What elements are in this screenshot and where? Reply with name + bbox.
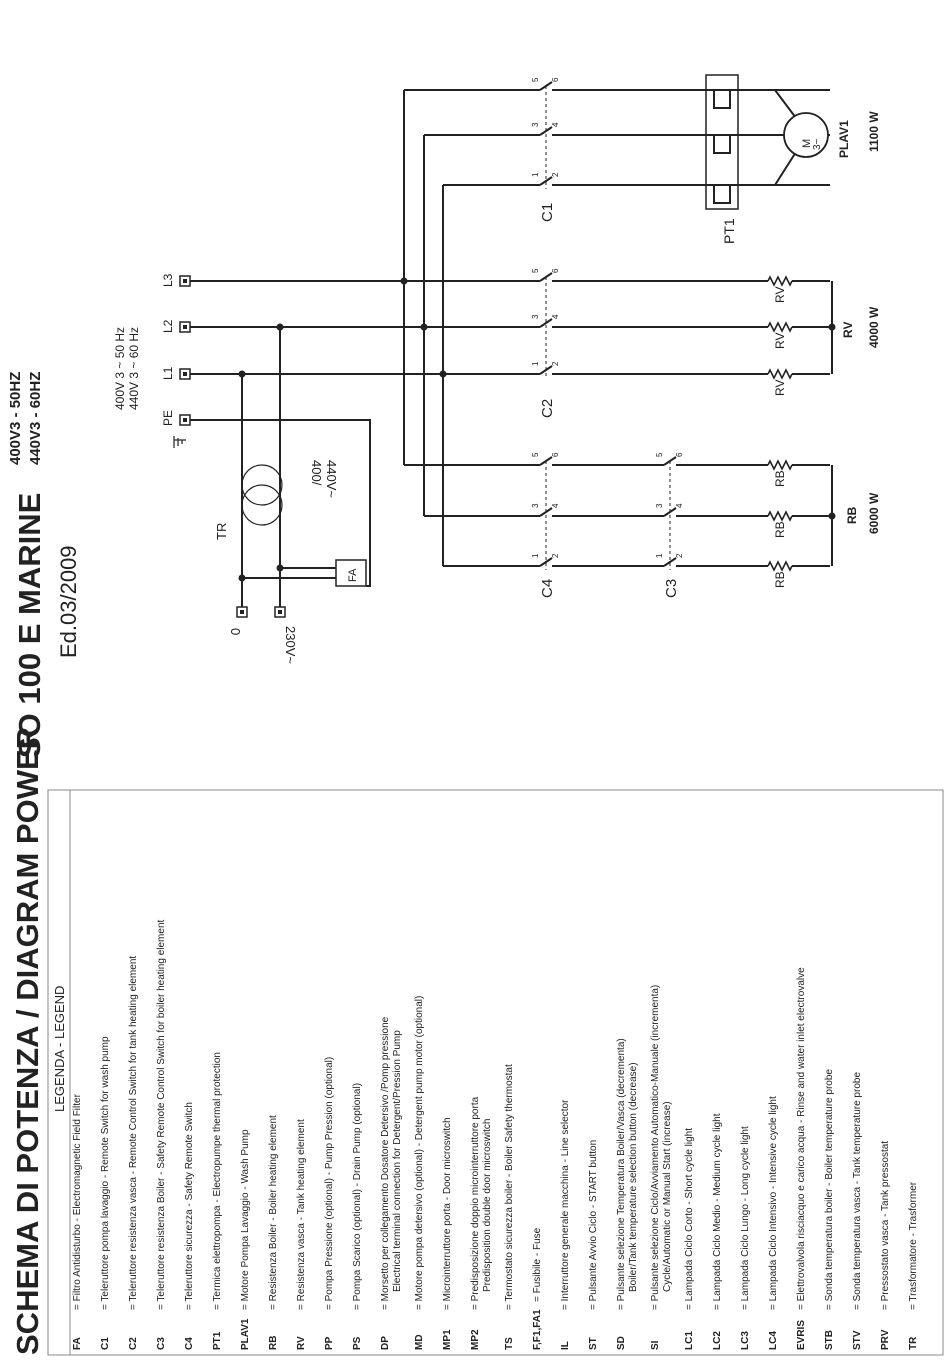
legend-item — [768, 1096, 779, 1350]
resistor-label: RV — [773, 286, 787, 303]
model-title: SO 100 E MARINE — [12, 492, 47, 758]
legend-item — [712, 1113, 723, 1350]
legend-text: = Teleruttore resistenza vasca - Remote Control Switch for tank heating element — [128, 955, 139, 1310]
contact-number-group — [531, 268, 540, 273]
c4-label: C4 — [539, 578, 556, 598]
legend-code: RB — [268, 1335, 279, 1350]
contact-number-group — [675, 553, 684, 558]
plav1-power: 1100 W — [867, 111, 881, 152]
resistor-label-group — [773, 287, 787, 303]
legend-text: = Lampada Ciclo Intensivo - Intensive cycle light — [768, 1096, 779, 1310]
terminal-label-group — [161, 410, 175, 426]
legend-code: IL — [560, 1341, 571, 1350]
legend-text: = Pompa Scarico (optional) - Drain Pump (optional) — [352, 1082, 363, 1310]
legend-item — [796, 967, 807, 1350]
tr-label-group — [214, 523, 229, 540]
c4-label-group — [539, 579, 556, 598]
resistor-label-group — [773, 571, 787, 588]
tr-voltage-2: 440V~ — [324, 460, 339, 498]
legend-item — [212, 1052, 223, 1350]
resistor-label-group — [773, 521, 787, 538]
terminal-screw — [183, 418, 187, 422]
contact-number: 2 — [551, 361, 560, 366]
legend-item — [414, 996, 425, 1350]
heating-resistors — [768, 276, 792, 588]
supply-terminals — [161, 273, 190, 426]
legend-text: = Trasformatore - Trasformer — [908, 1181, 919, 1310]
contact-number: 1 — [531, 172, 540, 177]
c2-label-group — [539, 399, 556, 418]
legend-text-continued: Electrical terminal connection for Detergent/Pression Pump — [392, 1030, 403, 1292]
motor-3: 3~ — [812, 138, 823, 150]
contact-number-group — [675, 503, 684, 508]
contact-number-group — [531, 452, 540, 457]
legend-item — [824, 1069, 835, 1350]
legend-item — [740, 1126, 751, 1350]
rb-total-label: RB — [845, 506, 859, 524]
legend-code: STV — [852, 1330, 863, 1350]
contact-number: 5 — [655, 452, 664, 457]
contact-number: 4 — [675, 503, 684, 508]
legend-code: C1 — [100, 1337, 111, 1350]
contact-number: 6 — [551, 452, 560, 457]
legend-text: = Sonda temperatura boiler - Boiler temperature probe — [824, 1069, 835, 1310]
contact-number-group — [551, 268, 560, 273]
resistor-label: RB — [773, 521, 787, 538]
out-230-label: 230V~ — [283, 626, 298, 664]
contact-number: 3 — [655, 503, 664, 508]
contact-number-group — [655, 503, 664, 508]
legend-code: ST — [588, 1337, 599, 1350]
contact-number-group — [531, 503, 540, 508]
terminal-label: L1 — [161, 366, 175, 380]
rv-power-group — [867, 306, 881, 348]
rv-total-label: RV — [841, 321, 855, 338]
motor-m: M — [801, 138, 813, 148]
legend-code: C4 — [184, 1337, 195, 1350]
legend-code: SI — [650, 1340, 661, 1350]
contact-number: 1 — [531, 361, 540, 366]
contact-number-group — [551, 77, 560, 82]
legend-text: = Interruttore generale macchina - Line selector — [560, 1099, 571, 1310]
legend-code: MP1 — [442, 1329, 453, 1350]
legend-header-group — [52, 986, 67, 1112]
c3-label-group — [663, 579, 680, 598]
rv-total-label-group — [841, 322, 855, 338]
legend-code: PLAV1 — [240, 1318, 251, 1350]
contactor-contacts — [531, 77, 684, 570]
legend-code: LC1 — [684, 1331, 695, 1350]
legend-text: = Termostato sicurezza boiler - Boiler Safety thermostat — [504, 1064, 515, 1310]
legend-text: = Termica elettropompa - Electropumpe thermal protection — [212, 1052, 223, 1310]
legend-code: LC4 — [768, 1331, 779, 1350]
supply-rating-2: 440V 3 ~ 60 Hz — [127, 326, 141, 410]
contact-number-group — [655, 452, 664, 457]
contact-number: 6 — [551, 268, 560, 273]
contact-number: 5 — [531, 77, 540, 82]
out-zero-label: 0 — [228, 628, 243, 636]
contact-number: 1 — [655, 553, 664, 558]
contact-number-group — [551, 122, 560, 127]
contact-number: 3 — [531, 314, 540, 319]
terminal-label: L3 — [161, 273, 175, 287]
fa-label-group — [347, 568, 359, 582]
rb-total-label-group — [845, 506, 859, 524]
resistor-label: RB — [773, 470, 787, 487]
plav1-label: PLAV1 — [837, 120, 851, 158]
terminal-label-group — [161, 366, 175, 380]
contact-number-group — [675, 452, 684, 457]
contact-number: 2 — [551, 172, 560, 177]
contact-number-group — [531, 314, 540, 319]
resistor-label: RB — [773, 571, 787, 588]
legend-text: = Lampada Ciclo Medio - Medium cycle light — [712, 1113, 723, 1310]
legend-item — [880, 1141, 891, 1350]
contact-number-group — [551, 553, 560, 558]
legend-text: = Pressostato vasca - Tank pressostat — [880, 1140, 891, 1310]
legend-header: LEGENDA - LEGEND — [52, 985, 67, 1112]
legend-text: = Teleruttore resistenza Boiler - Safety Remote Control Switch for boiler heating element — [156, 919, 167, 1310]
legend-code: SD — [616, 1336, 627, 1350]
legend-item — [156, 919, 167, 1350]
contact-number: 1 — [531, 553, 540, 558]
rb-power-group — [867, 492, 881, 534]
legend-code: LC3 — [740, 1331, 751, 1350]
legend-text: = Elettrovalvola risciacquo e carico acqua - Rinse and water inlet electrovalve — [796, 967, 807, 1310]
contact-number: 5 — [531, 268, 540, 273]
contact-number-group — [531, 77, 540, 82]
motor-plav1 — [744, 90, 828, 185]
legend-code: C2 — [128, 1337, 139, 1350]
edition-group — [56, 545, 81, 658]
supply-rating-group — [113, 327, 141, 410]
legend-item — [852, 1072, 863, 1350]
legend-code: EVRIS — [796, 1319, 807, 1350]
resistor-label-group — [773, 333, 787, 349]
pt1-label: PT1 — [721, 218, 737, 244]
contact-number: 6 — [675, 452, 684, 457]
legend-text-continued: Cycle/Automatic or Manual Start (increase) — [662, 1101, 673, 1292]
legend-item — [470, 1096, 493, 1350]
contact-number: 4 — [551, 503, 560, 508]
legend-text: = Predisposizione doppio microinterruttore porta — [470, 1096, 481, 1310]
legend-code: FA — [72, 1337, 83, 1350]
contact-number: 4 — [551, 314, 560, 319]
fa-label: FA — [347, 568, 359, 582]
legend-code: MD — [414, 1334, 425, 1350]
legend-item — [442, 1117, 453, 1350]
legend-code: MP2 — [470, 1329, 481, 1350]
rv-power: 4000 W — [867, 306, 881, 348]
ground-icon — [174, 436, 186, 448]
legend-text-continued: Boiler/Tank temperature selection button (decrease) — [628, 1062, 639, 1292]
legend-code: TR — [908, 1336, 919, 1350]
title-group — [10, 727, 45, 1355]
legend-text: = Pulsante selezione Temperatura Boiler/Vasca (decrementa) — [616, 1038, 627, 1310]
out-zero-group — [228, 628, 243, 635]
terminal-screw — [183, 279, 187, 283]
model-group — [12, 493, 47, 758]
tr-voltage-group — [309, 460, 339, 498]
out-230-group — [283, 626, 298, 664]
legend-item — [908, 1181, 919, 1350]
legend-code: PS — [352, 1336, 363, 1350]
legend-item — [296, 1119, 307, 1350]
terminal-screw — [183, 372, 187, 376]
legend-item — [504, 1064, 515, 1350]
contact-number: 3 — [531, 503, 540, 508]
plav1-label-group — [837, 120, 851, 158]
legend-code: STB — [824, 1330, 835, 1350]
tr-label: TR — [214, 522, 229, 540]
legend-text: = Pulsante selezione Ciclo/Avviamento Automatico-Manuale (incrementa) — [650, 984, 661, 1310]
legend-item — [240, 1129, 251, 1350]
legend-item — [560, 1099, 571, 1350]
legend-item — [588, 1140, 599, 1350]
legend-code: DP — [380, 1336, 391, 1350]
edition-text: Ed.03/2009 — [56, 545, 81, 658]
legend-text: = Resistenza vasca - Tank heating element — [296, 1119, 307, 1310]
legend-border — [48, 790, 943, 1355]
legend-text: = Resistenza Boiler - Boiler heating element — [268, 1115, 279, 1310]
supply-option-1: 400V3 - 50HZ — [7, 371, 24, 465]
legend-text: = Pulsante Avvio Ciclo - START button — [588, 1139, 599, 1310]
contact-number: 5 — [531, 452, 540, 457]
legend-text: = Lampada Ciclo Corto - Short cycle light — [684, 1127, 695, 1310]
terminal-screw — [183, 325, 187, 329]
pt1-label-group — [721, 218, 737, 244]
terminal-label: L2 — [161, 319, 175, 333]
legend-text: = Teleruttore sicurezza - Safety Remote Switch — [184, 1102, 195, 1310]
supply-options-group — [7, 372, 44, 465]
resistor-label-group — [773, 380, 787, 396]
contact-number: 2 — [551, 553, 560, 558]
legend-item — [616, 1038, 639, 1350]
motor-symbol-group — [801, 138, 823, 150]
contact-number: 6 — [551, 77, 560, 82]
legend-item — [380, 1016, 403, 1350]
legend-code: RV — [296, 1336, 307, 1350]
rb-power: 6000 W — [867, 492, 881, 534]
legend-code: LC2 — [712, 1331, 723, 1350]
contact-number-group — [655, 553, 664, 558]
legend-text: = Microinterruttore porta - Door microswitch — [442, 1117, 453, 1310]
legend-item — [324, 1057, 335, 1350]
supply-rating-1: 400V 3 ~ 50 Hz — [113, 326, 127, 410]
terminal-label-group — [161, 319, 175, 333]
legend-item — [184, 1102, 195, 1350]
legend-text: = Teleruttore pompa lavaggio - Remote Switch for wash pump — [100, 1036, 111, 1310]
contact-number-group — [551, 503, 560, 508]
transformer — [242, 327, 366, 608]
legend-text: = Filtro Antidisturbo - Electromagnetic Field Filter — [72, 1094, 83, 1310]
contact-number-group — [551, 172, 560, 177]
legend-item — [532, 1227, 543, 1350]
legend-item — [650, 985, 673, 1350]
tr-voltage-1: 400/ — [309, 460, 324, 486]
legend-text: = Lampada Ciclo Lungo - Long cycle light — [740, 1126, 751, 1310]
legend-code: TS — [504, 1337, 515, 1350]
contact-number: 2 — [675, 553, 684, 558]
legend-code: PP — [324, 1336, 335, 1350]
legend-item — [128, 956, 139, 1350]
resistor-label: RV — [773, 379, 787, 396]
contact-number: 4 — [551, 122, 560, 127]
page-title: SCHEMA DI POTENZA / DIAGRAM POWER — [10, 726, 45, 1355]
c3-label: C3 — [663, 578, 680, 598]
resistor-label-group — [773, 470, 787, 487]
contact-number-group — [551, 452, 560, 457]
legend-code: PRV — [880, 1329, 891, 1350]
terminal-label: PE — [161, 409, 175, 426]
contact-number-group — [551, 314, 560, 319]
legend-item — [268, 1115, 279, 1350]
c2-label: C2 — [539, 398, 556, 418]
legend-text: = Pompa Pressione (optional) - Pump Pression (optional) — [324, 1056, 335, 1310]
legend-item — [72, 1093, 83, 1350]
contact-number-group — [531, 553, 540, 558]
legend-code: F,F1,FA1 — [532, 1309, 543, 1350]
legend-text: = Motore pompa detersivo (optional) - Detergent pump motor (optional) — [414, 995, 425, 1310]
c1-label-group — [539, 203, 556, 222]
contact-number: 3 — [531, 122, 540, 127]
contact-number-group — [551, 361, 560, 366]
contact-number-group — [531, 361, 540, 366]
legend-list — [72, 919, 919, 1350]
legend-item — [352, 1083, 363, 1350]
legend-item — [684, 1128, 695, 1350]
legend-text-continued: Predisposition double door microswitch — [482, 1118, 493, 1292]
legend-text: = Morsetto per collegamento Dosatore Detersivo /Pomp pressione — [380, 1016, 391, 1310]
legend-text: = Sonda temperatura vasca - Tank temperature probe — [852, 1071, 863, 1310]
supply-option-2: 440V3 - 60HZ — [27, 371, 44, 465]
c1-label: C1 — [539, 202, 556, 222]
contact-number-group — [531, 122, 540, 127]
plav1-power-group — [867, 111, 881, 152]
output-terminals — [237, 607, 285, 617]
contact-number-group — [531, 172, 540, 177]
resistor-label: RV — [773, 332, 787, 349]
pt1-thermal-protection — [700, 75, 744, 209]
terminal-label-group — [161, 273, 175, 287]
legend-text: = Motore Pompa Lavaggio - Wash Pump — [240, 1129, 251, 1310]
legend-text: = Fusibile - Fuse — [532, 1227, 543, 1302]
legend-code: PT1 — [212, 1331, 223, 1350]
legend-code: C3 — [156, 1337, 167, 1350]
legend-item — [100, 1036, 111, 1350]
